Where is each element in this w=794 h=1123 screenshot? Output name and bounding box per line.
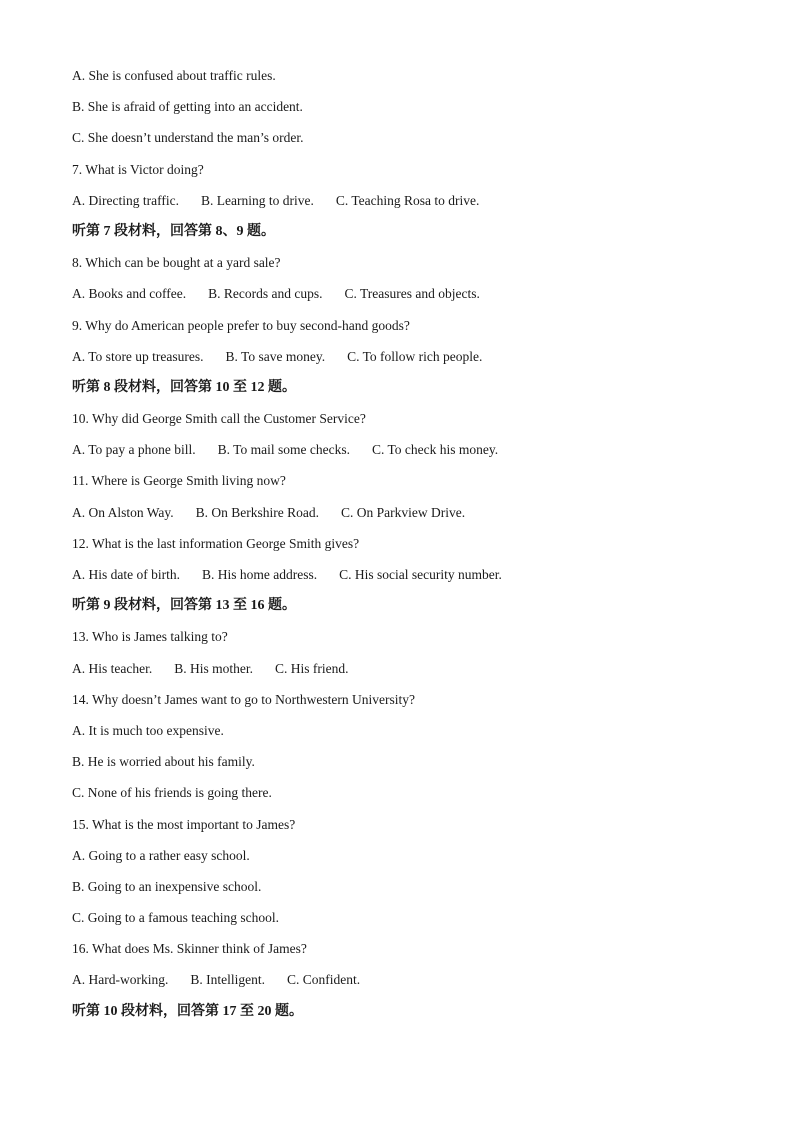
q14-option-b: B. He is worried about his family. bbox=[72, 754, 255, 770]
q10-option-a: A. To pay a phone bill. bbox=[72, 442, 196, 458]
q11-options bbox=[72, 503, 732, 534]
q10-option-c: C. To check his money. bbox=[371, 442, 499, 458]
q15-option-c: C. Going to a famous teaching school. bbox=[72, 910, 279, 926]
q16-option-c: C. Confident. bbox=[286, 972, 361, 988]
section-8-heading: 听第 8 段材料，回答第 10 至 12 题。 bbox=[72, 379, 296, 395]
q6-option-a: A. She is confused about traffic rules. bbox=[72, 68, 276, 83]
q7-options bbox=[72, 191, 732, 222]
q8-option-a: A. Books and coffee. bbox=[72, 286, 187, 302]
q16-option-a: A. Hard-working. bbox=[72, 972, 169, 988]
q11-option-c: C. On Parkview Drive. bbox=[341, 504, 466, 520]
q16-option-b: B. Intelligent. bbox=[190, 972, 265, 988]
q8-option-c: C. Treasures and objects. bbox=[344, 286, 480, 302]
q9-option-b: B. To save money. bbox=[225, 348, 326, 364]
q15-question: 15. What is the most important to James? bbox=[72, 816, 296, 832]
q8-options bbox=[72, 284, 732, 315]
q16-options bbox=[72, 970, 732, 1001]
q8-question: 8. Which can be bought at a yard sale? bbox=[72, 255, 281, 271]
q16-question: 16. What does Ms. Skinner think of James? bbox=[72, 941, 307, 957]
q10-option-b: B. To mail some checks. bbox=[217, 442, 350, 458]
section-7-heading: 听第 7 段材料，回答第 8、9 题。 bbox=[72, 223, 275, 239]
q14-option-a: A. It is much too expensive. bbox=[72, 722, 224, 738]
q9-options bbox=[72, 347, 732, 378]
q11-option-b: B. On Berkshire Road. bbox=[195, 504, 320, 520]
q13-option-b: B. His mother. bbox=[174, 660, 253, 676]
q13-question: 13. Who is James talking to? bbox=[72, 629, 228, 645]
q6-option-c: C. She doesn’t understand the man’s order. bbox=[72, 130, 304, 146]
section-9-heading: 听第 9 段材料，回答第 13 至 16 题。 bbox=[72, 598, 296, 614]
document-page bbox=[72, 66, 732, 1033]
q13-option-a: A. His teacher. bbox=[72, 660, 153, 676]
q6-option-b: B. She is afraid of getting into an accident. bbox=[72, 99, 303, 115]
q12-question: 12. What is the last information George Smith gives? bbox=[72, 535, 360, 551]
q12-option-a: A. His date of birth. bbox=[72, 567, 180, 582]
q9-option-c: C. To follow rich people. bbox=[347, 348, 483, 364]
q11-option-a: A. On Alston Way. bbox=[72, 504, 174, 520]
q7-option-a: A. Directing traffic. bbox=[72, 192, 179, 208]
q12-option-b: B. His home address. bbox=[201, 567, 318, 582]
q10-question: 10. Why did George Smith call the Customer Service? bbox=[72, 411, 366, 427]
section-10-heading: 听第 10 段材料，回答第 17 至 20 题。 bbox=[72, 1003, 303, 1019]
q14-question: 14. Why doesn’t James want to go to Northwestern University? bbox=[72, 691, 415, 707]
q15-option-b: B. Going to an inexpensive school. bbox=[72, 878, 262, 894]
q12-option-c: C. His social security number. bbox=[339, 567, 502, 582]
q7-option-b: B. Learning to drive. bbox=[200, 192, 314, 208]
q13-options bbox=[72, 659, 732, 690]
q14-option-c: C. None of his friends is going there. bbox=[72, 785, 272, 801]
q7-option-c: C. Teaching Rosa to drive. bbox=[335, 192, 480, 208]
q9-option-a: A. To store up treasures. bbox=[72, 348, 204, 364]
q8-option-b: B. Records and cups. bbox=[208, 286, 323, 302]
q12-options bbox=[72, 565, 732, 596]
q13-option-c: C. His friend. bbox=[275, 660, 349, 676]
q11-question: 11. Where is George Smith living now? bbox=[72, 473, 286, 489]
q7-question: 7. What is Victor doing? bbox=[72, 161, 204, 177]
q15-option-a: A. Going to a rather easy school. bbox=[72, 847, 250, 863]
q10-options bbox=[72, 440, 732, 471]
q9-question: 9. Why do American people prefer to buy second-hand goods? bbox=[72, 317, 410, 333]
